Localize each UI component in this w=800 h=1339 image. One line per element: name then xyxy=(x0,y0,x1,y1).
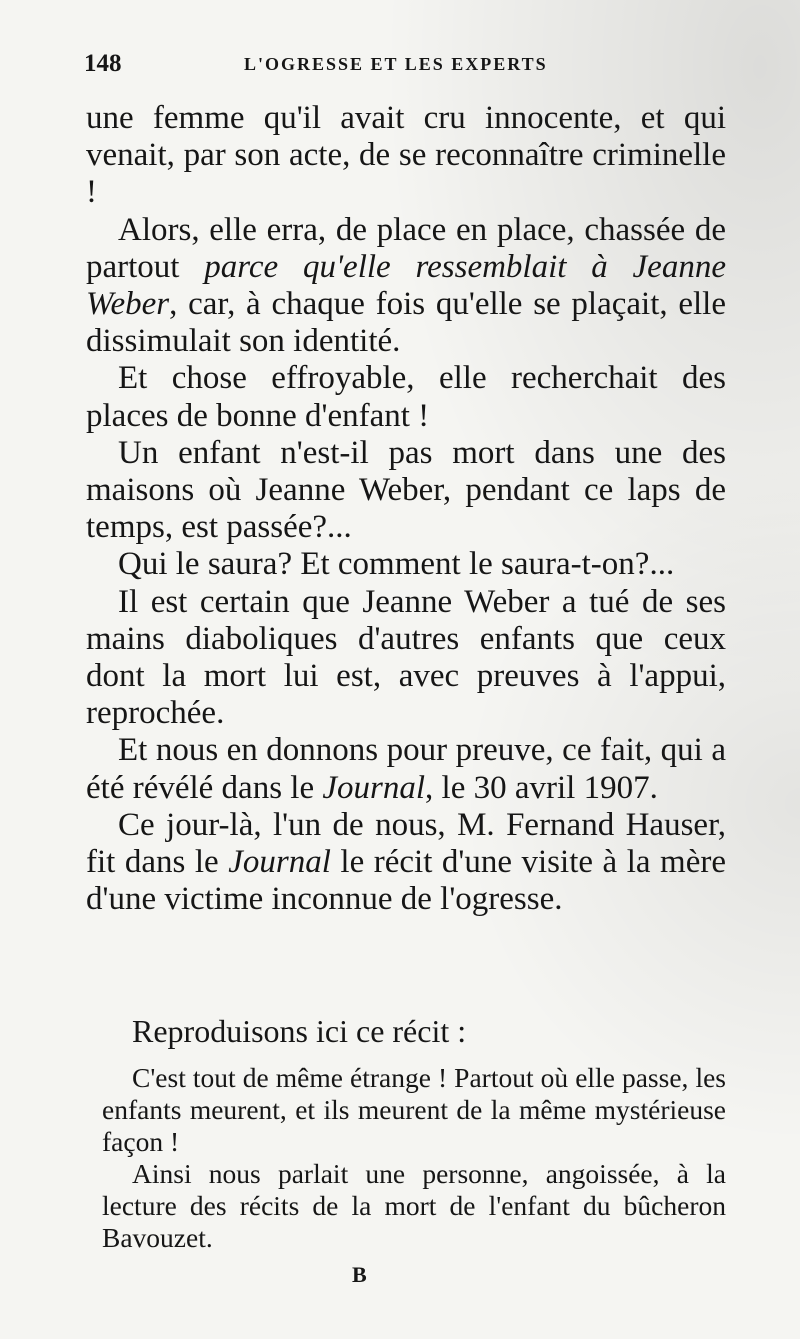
paragraph: Il est certain que Jeanne Weber a tué de ses mains diaboliques d'autres enfants que ceux dont la mort lui est, avec preuves à l'appui, reprochée. xyxy=(86,583,726,732)
paragraph: Qui le saura? Et comment le saura-t-on?... xyxy=(118,546,675,583)
paragraph: Et chose effroyable, elle recherchait des places de bonne d'enfant ! xyxy=(86,360,726,434)
quote-paragraph: Ainsi nous parlait une personne, angoissée, à la lecture des récits de la mort de l'enfant du bûcheron Bavouzet. xyxy=(102,1158,726,1253)
paragraph: une femme qu'il avait cru innocente, et qui venait, par son acte, de se reconnaître criminelle ! xyxy=(86,100,726,211)
paragraph-text: le récit d'une visite à la mère d'une victime inconnue de l'ogresse. xyxy=(86,844,727,918)
italic-journal-title: Journal xyxy=(228,844,331,881)
paragraph xyxy=(86,212,726,361)
page-number: 148 xyxy=(84,50,122,77)
italic-journal-title: Journal xyxy=(322,769,426,806)
italic-phrase: parce qu'elle ressemblait à Jeanne Weber xyxy=(86,248,726,323)
paragraph-text: , car, à chaque fois qu'elle se plaçait, elle dissimulait son identité. xyxy=(86,286,726,360)
paragraph-text: Ce jour-là, l'un de nous, M. Fernand Hauser, fit dans le xyxy=(86,806,726,881)
running-title: L'OGRESSE ET LES EXPERTS xyxy=(244,54,548,74)
quoted-passage xyxy=(102,1062,726,1254)
footer-mark: B xyxy=(352,1262,367,1287)
paragraph xyxy=(86,732,726,806)
body-text xyxy=(86,100,726,918)
page-header xyxy=(84,50,724,84)
paragraph xyxy=(86,807,726,919)
paragraph-text: Et nous en donnons pour preuve, ce fait, qui a été révélé dans le xyxy=(86,732,726,806)
paragraph: Un enfant n'est-il pas mort dans une des maisons où Jeanne Weber, pendant ce laps de temps, est passée?... xyxy=(86,434,726,546)
quote-intro: Reproduisons ici ce récit : xyxy=(132,1013,467,1049)
paragraph-text: , le 30 avril 1907. xyxy=(425,769,658,806)
paragraph-text: Alors, elle erra, de place en place, chassée de partout xyxy=(86,211,726,285)
quote-paragraph: C'est tout de même étrange ! Partout où elle passe, les enfants meurent, et ils meurent de la même mystérieuse façon ! xyxy=(102,1062,726,1157)
